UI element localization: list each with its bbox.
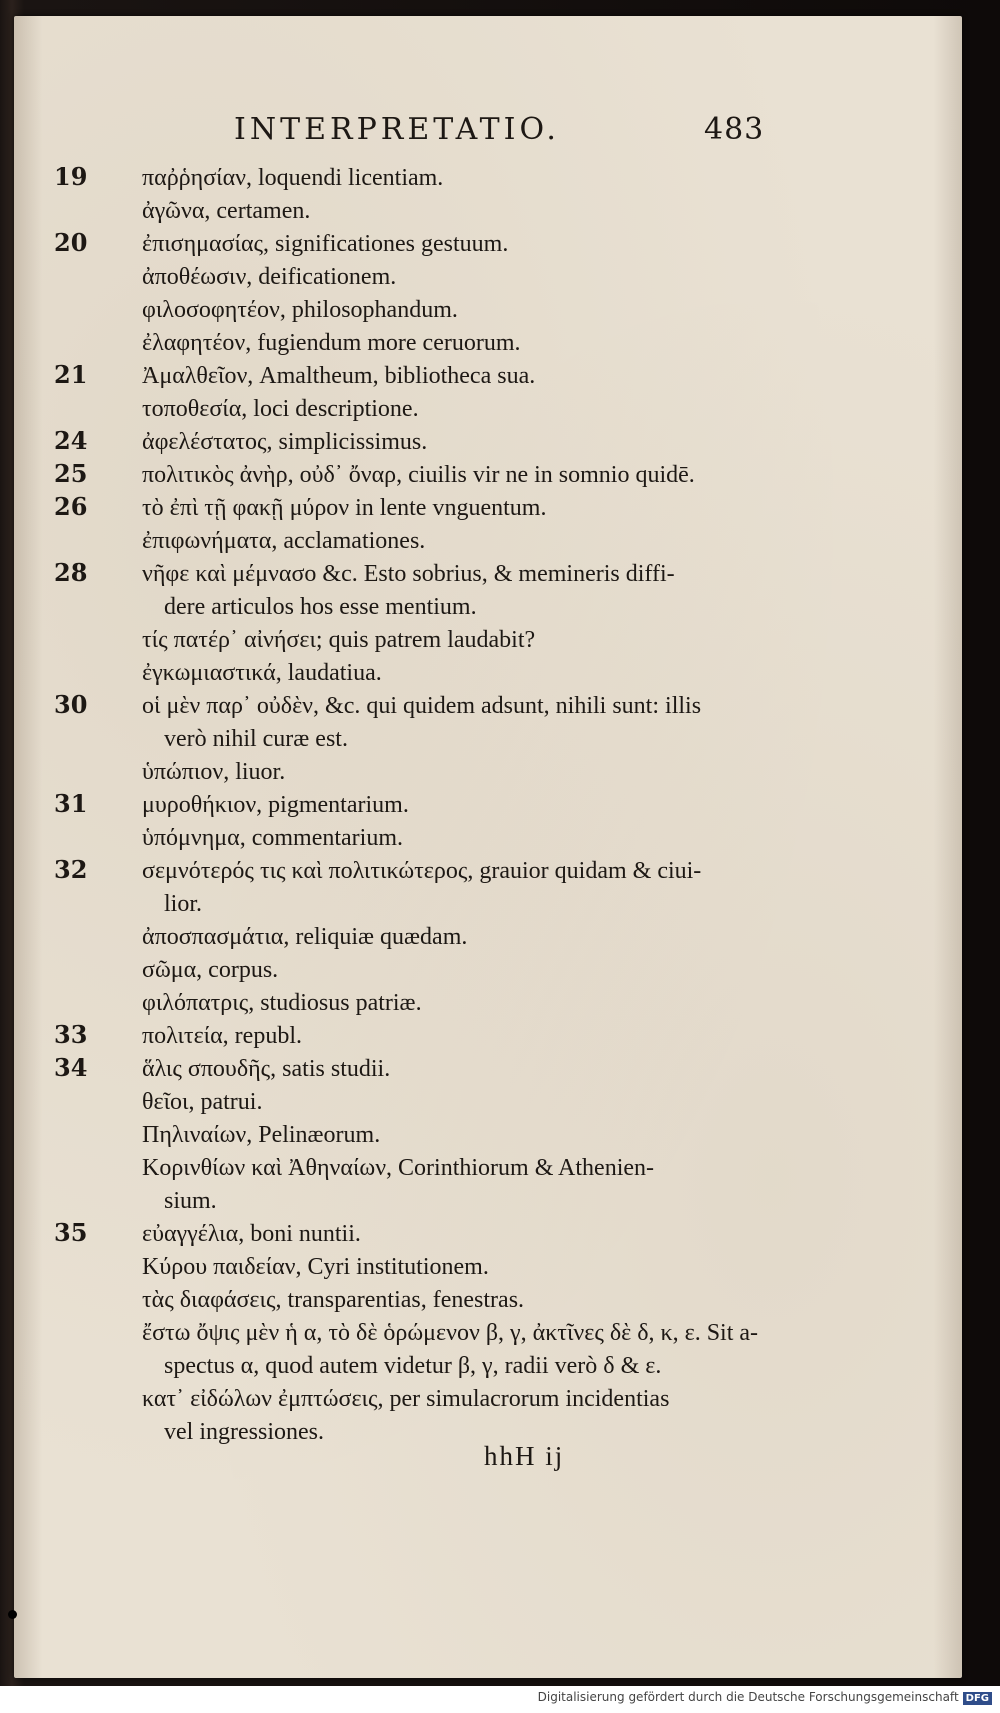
line-number: 31 [54, 789, 88, 818]
entry-text [142, 1119, 792, 1152]
entry-line: ἀποθέωσιν, deificationem. [142, 264, 397, 290]
entry-text [142, 822, 792, 855]
entry-line: ὑπώπιον, liuor. [142, 759, 286, 785]
entry-line: ἀγῶνα, certamen. [142, 198, 311, 224]
entry-text [142, 261, 792, 294]
entry-text [142, 426, 792, 459]
entry-line: ἀποσπασμάτια, reliquiæ quædam. [142, 924, 468, 950]
line-number: 25 [54, 459, 88, 488]
entry-line: κατ᾽ εἰδώλων ἐμπτώσεις, per simulacrorum incidentias [142, 1386, 670, 1412]
entry-text [142, 162, 792, 195]
entry-line: πολιτεία, republ. [142, 1023, 302, 1049]
glossary-entry [14, 360, 962, 393]
page-number: 483 [704, 112, 765, 147]
entry-text [142, 1086, 792, 1119]
glossary-entry [14, 525, 962, 558]
entry-text [142, 789, 792, 822]
entry-text [142, 492, 792, 525]
scan-dot [8, 1610, 17, 1619]
entry-line: ἐγκωμιαστικά, laudatiua. [142, 660, 382, 686]
line-number: 26 [54, 492, 88, 521]
glossary-entry [14, 789, 962, 822]
entry-line: τὸ ἐπὶ τῇ φακῇ μύρον in lente vnguentum. [142, 495, 547, 521]
entry-text [142, 294, 792, 327]
entry-line: ἐπισημασίας, significationes gestuum. [142, 231, 509, 257]
glossary-entry [14, 492, 962, 525]
entry-text [142, 327, 792, 360]
glossary-entry [14, 1053, 962, 1086]
entry-text [142, 360, 792, 393]
glossary-entry [14, 657, 962, 690]
glossary-entry [14, 954, 962, 987]
entry-text [142, 690, 792, 756]
line-number: 24 [54, 426, 88, 455]
glossary-entry [14, 690, 962, 756]
entry-line: σεμνότερός τις καὶ πολιτικώτερος, grauior quidam & ciui- [142, 858, 702, 884]
entry-line: ἔστω ὄψις μὲν ἡ α, τὸ δὲ ὁρώμενον β, γ, ἀκτῖνες δὲ δ, κ, ε. Sit a- [142, 1320, 759, 1346]
entry-line: πολιτικὸς ἀνὴρ, οὐδ᾽ ὄναρ, ciuilis vir ne in somnio quidē. [142, 462, 695, 488]
entry-line: Ἀμαλθεῖον, Amaltheum, bibliotheca sua. [142, 363, 536, 389]
signature-mark: hhH ij [484, 1441, 565, 1471]
entry-line: φιλοσοφητέον, philosophandum. [142, 297, 458, 323]
entry-line: Κύρου παιδείαν, Cyri institutionem. [142, 1254, 489, 1280]
book-page [14, 16, 962, 1678]
entry-line: τίς πατέρ᾽ αἰνήσει; quis patrem laudabit? [142, 627, 536, 653]
entry-continuation: sium. [164, 1188, 217, 1214]
glossary-entry [14, 327, 962, 360]
line-number: 21 [54, 360, 88, 389]
glossary-entry [14, 1317, 962, 1383]
line-number: 30 [54, 690, 88, 719]
entry-text [142, 195, 792, 228]
entry-text [142, 1317, 792, 1383]
entry-text [142, 1284, 792, 1317]
glossary-entry [14, 1251, 962, 1284]
line-number: 34 [54, 1053, 88, 1082]
entry-text [142, 1383, 792, 1449]
glossary-entry [14, 1284, 962, 1317]
entry-line: σῶμα, corpus. [142, 957, 279, 983]
glossary-entry [14, 987, 962, 1020]
credit-line [538, 1690, 992, 1705]
entry-text [142, 624, 792, 657]
entry-line: τοποθεσία, loci descriptione. [142, 396, 419, 422]
entry-line: νῆφε καὶ μέμνασο &c. Esto sobrius, & memineris diffi- [142, 561, 675, 587]
entry-line: οἱ μὲν παρ᾽ οὐδὲν, &c. qui quidem adsunt, nihili sunt: illis [142, 693, 702, 719]
entry-line: τὰς διαφάσεις, transparentias, fenestras. [142, 1287, 525, 1313]
entry-text [142, 855, 792, 921]
entry-line: Κορινθίων καὶ Ἀθηναίων, Corinthiorum & Athenien- [142, 1155, 655, 1181]
line-number: 20 [54, 228, 88, 257]
glossary-entries [14, 162, 962, 1449]
glossary-entry [14, 1383, 962, 1449]
entry-text [142, 657, 792, 690]
entry-continuation: spectus α, quod autem videtur β, γ, radii verò δ & ε. [164, 1353, 662, 1379]
glossary-entry [14, 1119, 962, 1152]
entry-continuation: vel ingressiones. [164, 1419, 324, 1445]
glossary-entry [14, 1152, 962, 1218]
entry-line: θεῖοι, patrui. [142, 1089, 263, 1115]
line-number: 28 [54, 558, 88, 587]
dfg-logo: DFG [963, 1692, 992, 1705]
entry-text [142, 228, 792, 261]
entry-text [142, 1251, 792, 1284]
running-header [234, 112, 794, 152]
entry-line: μυροθήκιον, pigmentarium. [142, 792, 409, 818]
entry-text [142, 1218, 792, 1251]
entry-line: Πηλιναίων, Pelinæorum. [142, 1122, 381, 1148]
line-number: 35 [54, 1218, 88, 1247]
glossary-entry [14, 162, 962, 195]
entry-text [142, 1053, 792, 1086]
entry-text [142, 954, 792, 987]
entry-text [142, 921, 792, 954]
entry-text [142, 525, 792, 558]
line-number: 32 [54, 855, 88, 884]
glossary-entry [14, 855, 962, 921]
line-number: 19 [54, 162, 88, 191]
entry-text [142, 393, 792, 426]
entry-line: ὑπόμνημα, commentarium. [142, 825, 403, 851]
entry-text [142, 987, 792, 1020]
credit-bar [0, 1686, 1000, 1713]
glossary-entry [14, 1218, 962, 1251]
glossary-entry [14, 459, 962, 492]
credit-text: Digitalisierung gefördert durch die Deutsche Forschungsgemeinschaft [537, 1690, 959, 1704]
glossary-entry [14, 195, 962, 228]
entry-line: παῤῥησίαν, loquendi licentiam. [142, 165, 444, 191]
glossary-entry [14, 294, 962, 327]
glossary-entry [14, 393, 962, 426]
entry-continuation: verò nihil curæ est. [164, 726, 348, 752]
entry-continuation: lior. [164, 891, 203, 917]
glossary-entry [14, 1020, 962, 1053]
entry-line: φιλόπατρις, studiosus patriæ. [142, 990, 422, 1016]
glossary-entry [14, 1086, 962, 1119]
entry-line: ἅλις σπουδῆς, satis studii. [142, 1056, 391, 1082]
glossary-entry [14, 426, 962, 459]
entry-line: ἐλαφητέον, fugiendum more ceruorum. [142, 330, 521, 356]
entry-text [142, 1152, 792, 1218]
glossary-entry [14, 228, 962, 261]
glossary-entry [14, 558, 962, 624]
glossary-entry [14, 624, 962, 657]
entry-line: ἀφελέστατος, simplicissimus. [142, 429, 428, 455]
entry-continuation: dere articulos hos esse mentium. [164, 594, 477, 620]
entry-line: εὐαγγέλια, boni nuntii. [142, 1221, 361, 1247]
entry-text [142, 459, 792, 492]
entry-text [142, 756, 792, 789]
glossary-entry [14, 756, 962, 789]
glossary-entry [14, 822, 962, 855]
glossary-entry [14, 261, 962, 294]
entry-line: ἐπιφωνήματα, acclamationes. [142, 528, 426, 554]
header-title: INTERPRETATIO. [234, 112, 560, 147]
entry-text [142, 1020, 792, 1053]
glossary-entry [14, 921, 962, 954]
line-number: 33 [54, 1020, 88, 1049]
entry-text [142, 558, 792, 624]
